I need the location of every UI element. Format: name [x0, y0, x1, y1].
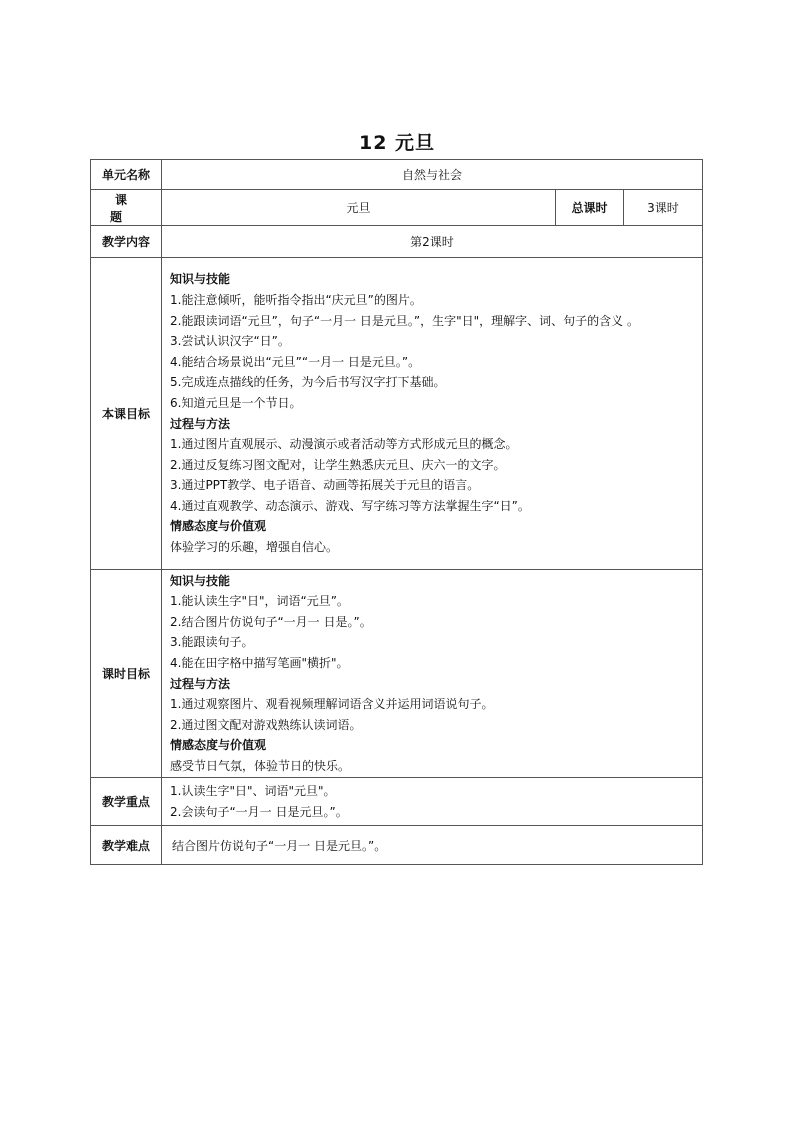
lesson-goals-item: 3.通过PPT教学、电子语音、动画等拓展关于元旦的语言。 [170, 478, 480, 493]
period-goals-item: 4.能在田字格中描写笔画"横折"。 [170, 655, 349, 670]
unit-label: 单元名称 [91, 160, 162, 190]
lesson-goals-heading-attitude: 情感态度与价值观 [170, 519, 267, 534]
lesson-goals-item: 4.通过直观教学、动态演示、游戏、写字练习等方法掌握生字“日”。 [170, 498, 530, 513]
period-goals-item: 1.能认读生字"日"，词语“元旦”。 [170, 594, 349, 609]
total-hours-label: 总课时 [556, 190, 624, 226]
lesson-goals-heading-process: 过程与方法 [170, 416, 231, 431]
period-goals-heading-attitude: 情感态度与价值观 [170, 738, 267, 753]
lesson-goals-item: 1.通过图片直观展示、动漫演示或者活动等方式形成元旦的概念。 [170, 437, 518, 452]
period-goals-item: 2.通过图文配对游戏熟练认读词语。 [170, 717, 362, 732]
period-goals-item: 2.结合图片仿说句子“一月一 日是。”。 [170, 614, 372, 629]
lesson-goals-heading-knowledge: 知识与技能 [170, 272, 231, 287]
key-points-content [162, 778, 703, 826]
topic-value: 元旦 [162, 190, 556, 226]
period-goals-item: 感受节日气氛，体验节日的快乐。 [170, 758, 351, 773]
topic-label: 课 题 [91, 190, 162, 226]
total-hours-value: 3课时 [624, 190, 703, 226]
difficulties-value: 结合图片仿说句子“一月一 日是元旦。”。 [162, 826, 703, 865]
period-goals-item: 3.能跟读句子。 [170, 635, 254, 650]
period-goals-label: 课时目标 [91, 570, 162, 778]
lesson-goals-item: 5.完成连点描线的任务，为今后书写汉字打下基础。 [170, 375, 446, 390]
lesson-goals-item: 6.知道元旦是一个节日。 [170, 395, 302, 410]
content-row [91, 226, 703, 258]
key-points-row [91, 778, 703, 826]
page-title: 12 元旦 [358, 132, 436, 154]
period-goals-heading-process: 过程与方法 [170, 676, 231, 691]
unit-value: 自然与社会 [162, 160, 703, 190]
content-value: 第2课时 [162, 226, 703, 258]
unit-row [91, 160, 703, 190]
period-goals-row [91, 570, 703, 778]
key-points-item: 1.认读生字"日"、词语"元旦"。 [170, 783, 336, 798]
lesson-plan-table [90, 159, 703, 865]
topic-row [91, 190, 703, 226]
period-goals-content [162, 570, 703, 778]
lesson-goals-item: 1.能注意倾听，能听指令指出“庆元旦”的图片。 [170, 292, 422, 307]
lesson-goals-item: 2.通过反复练习图文配对，让学生熟悉庆元旦、庆六一的文字。 [170, 457, 506, 472]
key-points-item: 2.会读句子“一月一 日是元旦。”。 [170, 804, 348, 819]
lesson-goals-item: 体验学习的乐趣，增强自信心。 [170, 540, 339, 555]
period-goals-item: 1.通过观察图片、观看视频理解词语含义并运用词语说句子。 [170, 697, 494, 712]
content-label: 教学内容 [91, 226, 162, 258]
lesson-goals-item: 4.能结合场景说出“元旦”“一月一 日是元旦。”。 [170, 354, 421, 369]
lesson-goals-item: 2.能跟读词语“元旦”，句子“一月一 日是元旦。”，生字"日"，理解字、词、句子的含义 。 [170, 313, 639, 328]
lesson-goals-content [162, 258, 703, 570]
difficulties-row [91, 826, 703, 865]
period-goals-heading-knowledge: 知识与技能 [170, 573, 231, 588]
lesson-goals-item: 3.尝试认识汉字“日”。 [170, 334, 290, 349]
difficulties-label: 教学难点 [91, 826, 162, 865]
key-points-label: 教学重点 [91, 778, 162, 826]
lesson-goals-row [91, 258, 703, 570]
lesson-goals-label: 本课目标 [91, 258, 162, 570]
